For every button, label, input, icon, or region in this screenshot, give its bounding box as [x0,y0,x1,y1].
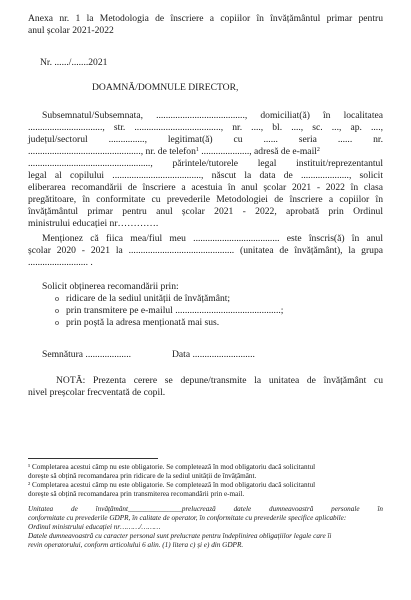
gdpr-line-3: Ordinul ministrului educației nr………/……… [28,523,161,531]
footnote-ref-2: 2 [316,147,320,153]
mention-line-1: Menționez că fiica mea/fiul meu .................................... este înscris(ă) în anul [42,233,383,244]
footnote-2-line-2: dorește să obțină recomandarea prin transmiterea recomandării prin e-mail. [28,490,245,498]
footnote-1-line-2: dorește să obțină recomandarea prin ridicare de la sediul unității de învățământ. [28,472,257,480]
gdpr-line-4: Datele dumneavoastră cu caracter personal sunt prelucrate pentru îndeplinirea obligațiilor legale care îi [28,532,332,540]
note-line-1: NOTĂ: Prezenta cerere se depune/transmite la unitatea de învățământ cu [56,375,383,386]
signature-field: Semnătura ................... [42,349,131,360]
footnote-2-line-1: ² Completarea acestui câmp nu este obligatorie. Se completează în mod obligatoriu dacă solicitantul [28,481,316,489]
body-line-5: ..................................................., părintele/tutorele legal instituit/reprezentantul [28,158,383,169]
salutation: DOAMNĂ/DOMNULE DIRECTOR, [92,82,239,93]
option-1: ridicare de la sediul unității de învățământ; [66,293,231,304]
footnote-ref-1: 1 [195,147,199,153]
bullet-icon: o [55,294,59,303]
annex-title-line2: anul școlar 2021-2022 [28,25,114,36]
annex-title-line1: Anexa nr. 1 la Metodologia de înscriere a copiilor în învățământul primar pentru [28,13,383,24]
body-line-1: Subsemnatul/Subsemnata, ....................................., domiciliat(ă) în localitatea [42,110,383,121]
bullet-icon: o [55,318,59,327]
mention-line-2: școlar 2020 - 2021 la ............................................ (unitatea de învățământ), la grupa [28,245,383,256]
mention-line-3: ......................... . [28,257,93,268]
body-line-4: ..............................................., nr. de telefon$^1$ ...................., adresă de e-mail$^2$ [28,146,320,157]
body-line-8: pregătitoare, în conformitate cu prevederile Metodologiei de înscriere a copiilor în [28,194,383,205]
body-line-6: legal al copilului ....................................., născut la data de ...................., solicit [28,170,383,181]
gdpr-line-1: Unitatea de învățământ_______________prelucrează datele dumneavoastră personale în [28,505,383,513]
footnote-1-line-1: ¹ Completarea acestui câmp nu este obligatorie. Se completează în mod obligatoriu dacă solicitantul [28,463,316,471]
bullet-icon: o [55,306,59,315]
body-line-9: învățământul primar pentru anul școlar 2021 - 2022, aprobată prin Ordinul [28,206,383,217]
body-line-3: județul/sectorul ..............., legitimat(ă) cu ...... seria ...... nr. [28,134,383,145]
body-line-10: ministrului educației nr…………. [28,218,159,229]
registration-number: Nr. ....../.......2021 [40,57,108,68]
date-field: Data .......................... [172,349,255,360]
option-3: prin poștă la adresa menționată mai sus. [66,317,220,328]
gdpr-line-2: conformitate cu prevederile GDPR, în calitate de operator, în conformitate cu prevederile specifice aplicabile: [28,514,347,522]
footnote-separator [28,458,158,459]
option-2: prin transmitere pe e-mailul ............................................; [66,305,284,316]
body-line-7: eliberarea recomandării de înscriere a acestuia în anul școlar 2021 - 2022 în clasa [28,182,383,193]
note-line-2: nivel preșcolar frecventată de copil. [28,387,166,398]
request-heading: Solicit obținerea recomandării prin: [42,281,179,292]
body-line-2: ..............................., str. ...................................., nr. ...., bl. ...., sc. ..., ap. ...., [28,122,383,133]
gdpr-line-5: revin operatorului, conform articolului 6 alin. (1) litera c) și e) din GDPR. [28,541,244,549]
